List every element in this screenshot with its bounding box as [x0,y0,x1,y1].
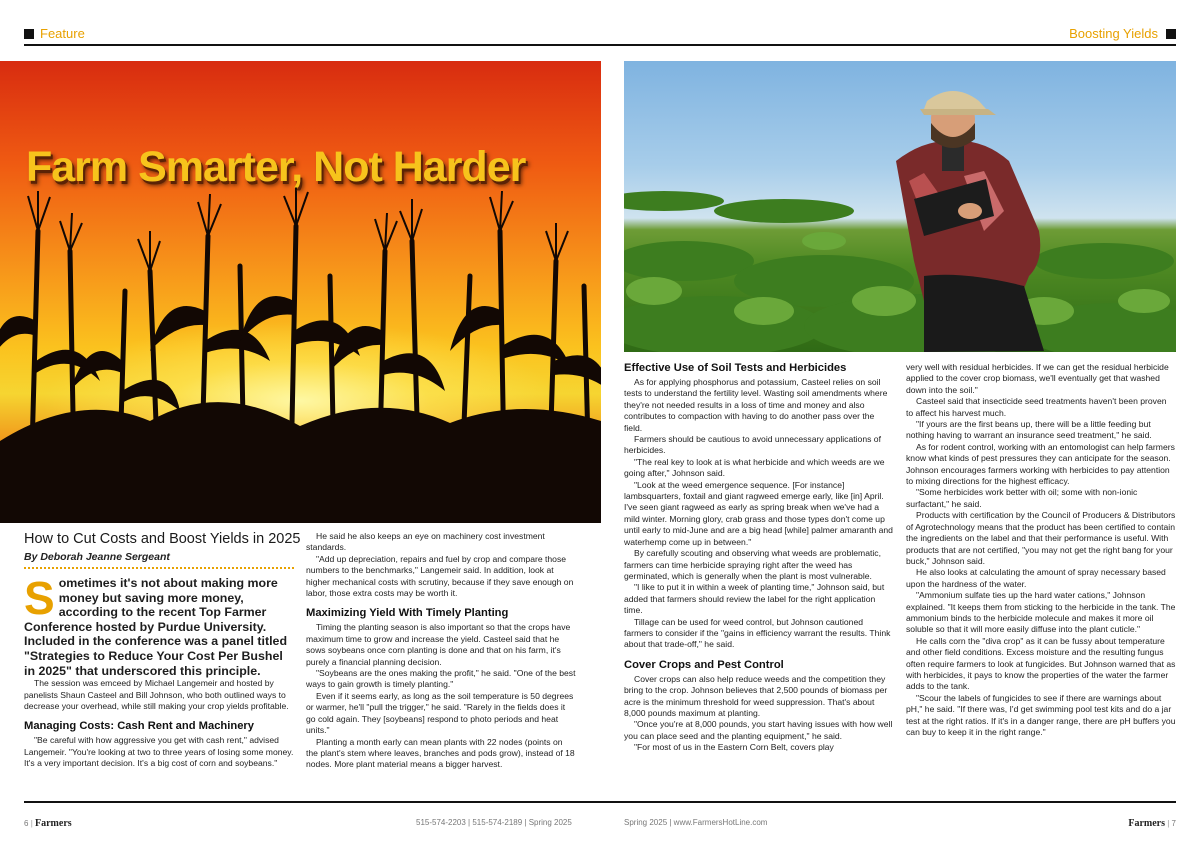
paragraph: Casteel said that insecticide seed treatments haven't been proven to affect his harvest much. [906,396,1167,418]
paragraph: Tillage can be used for weed control, but Johnson cautioned farmers to consider if the "gains in efficiency warrant the results. Think about that trade-off," he said. [624,616,891,650]
cornfield-sunset-photo [0,61,601,523]
paragraph: By carefully scouting and observing what weeds are problematic, farmers can time herbicide spraying right after the weed has germinated, which is generally when the plant is most vulnerable. [624,548,881,581]
section-label-left [24,26,85,41]
footer-right-contact: Spring 2025 | www.FarmersHotLine.com [624,818,768,827]
paragraph: very well with residual herbicides. If we can get the residual herbicide applied to the cover crop biomass, we'll eventually get that washed down into the soil." [906,362,1169,395]
paragraph: He said he also keeps an eye on machinery cost investment standards. [306,531,545,553]
paragraph: The session was emceed by Michael Langemeir and hosted by panelists Shaun Casteel and Bill Johnson, who both outlined ways to decrease your overhead, while still making your crop yields profitable. [24,678,289,711]
paragraph: "Add up depreciation, repairs and fuel by crop and compare those numbers to the benchmarks," Langemeir said. In addition, look at higher mechanical costs with scrutiny, because if they save enough on labor, those extra costs may be worth it. [306,553,574,599]
paragraph: Planting a month early can mean plants with 22 nodes (points on the plant's stem where leaves, branches and pods grow), instead of 18 nodes. More plant material means a bigger harvest. [306,736,575,770]
corn-silhouette-graphic [0,61,601,523]
paragraph: "Soybeans are the ones making the profit," he said. "One of the best ways to gain growth is timely planting." [306,668,576,690]
byline-dotted-rule [24,567,294,569]
footer-right [1128,818,1176,829]
farmers-logo: Farmers [1128,818,1165,829]
header-rule [24,44,1176,46]
text-column-2 [306,531,576,771]
paragraph: Farmers should be cautious to avoid unnecessary applications of herbicides. [624,434,881,456]
paragraph: Timing the planting season is also important so that the crops have maximum time to grow and increase the yield. Casteel said that he sows soybeans once corn planting is done and that on his farm, it's purely a financial planning decision. [306,622,571,667]
paragraph: Products with certification by the Council of Producers & Distributors of Agrotechnology means that the product has been certified to contain the ingredients on the label and that their performance is useful. With products that are not certified, "you may not get the right bang for your buck," Johnson said. [906,510,1176,566]
paragraph: "The real key to look at is what herbicide and which weeds are we going after," Johnson said. [624,456,885,479]
soybean-field-graphic [624,61,1176,352]
section-marker-square [1166,29,1176,39]
paragraph: He calls corn the "diva crop" as it can be fussy about temperature and other field conditions. Excess moisture and the resulting fungus often require farmers to look at fungicides. But Johnson warned that as with herbicides, it pays to know the properties of the water the farmer adds to the tank. [906,635,1176,692]
paragraph: "Once you're at 8,000 pounds, you start having issues with how well you can place seed and the planting equipment," he said. [624,719,893,741]
paragraph: "Some herbicides work better with oil; some with non-ionic surfactant," he said. [906,487,1138,509]
paragraph: "Be careful with how aggressive you get with cash rent," advised Langemeir. "You're looking at two to three years of losing some money. It's a very important decision. It's a big cost of corn and soybeans." [24,735,294,769]
section-label-boosting-yields: Boosting Yields [1069,26,1158,41]
footer-separator: | [30,819,33,828]
section-heading-timely-planting: Maximizing Yield With Timely Planting [306,607,509,620]
section-label-right [1069,26,1176,41]
footer-rule [24,801,1176,803]
paragraph: He also looks at calculating the amount of spray necessary based upon the hardness of the water. [906,567,1166,589]
paragraph: As for applying phosphorus and potassium, Casteel relies on soil tests to understand the fertility level. Wasting soil amendments where they're not needed results in a loss of time and money and also contributes to compaction with having to do another pass over the field. [624,377,888,433]
section-heading-cover-crops: Cover Crops and Pest Control [624,658,784,671]
farmer-soybean-field-photo [624,61,1176,352]
footer-separator: | [1167,819,1170,828]
paragraph: Cover crops can also help reduce weeds and the competition they bring to the crop. Johnson believes that 2,500 pounds of biomass per acre is the minimum threshold for weed suppression. That's about 8,000 pounds maximum at planting. [624,673,888,718]
drop-cap: S [24,572,55,624]
footer-left [24,818,72,829]
paragraph: "Look at the weed emergence sequence. [For instance] lambsquarters, foxtail and giant ragweed emerge early, like [in] April. I've seen giant ragweed as early as spring break when we've had a mild winter. Morning glory, crab grass and those types don't come up until early to mid-June and are a big head [while] palmer amaranth and waterhemp come up in between." [624,479,893,547]
paragraph: Even if it seems early, as long as the soil temperature is 50 degrees or warmer, he'll "pull the trigger," he said. "Rarely in the fields does it go cold again. They [soybeans] respond to photo periods and heat units." [306,690,574,736]
article-byline: By Deborah Jeanne Sergeant [24,551,170,563]
section-marker-square [24,29,34,39]
text-column-4 [906,362,1176,738]
paragraph: "Scour the labels of fungicides to see if there are warnings about pH," he said. "If there was, I'd get swimming pool test kits and do a jar test at the right ratios. If it's in a danger range, there are pH buffers you can buy to keep it in the right range." [906,692,1176,737]
section-heading-managing-costs: Managing Costs: Cash Rent and Machinery [24,720,254,733]
paragraph: "For most of us in the Eastern Corn Belt, covers play [634,742,834,753]
article-subtitle: How to Cut Costs and Boost Yields in 2025 [24,531,301,547]
page-number-right: 7 [1171,819,1176,828]
paragraph: As for rodent control, working with an entomologist can help farmers know what kinds of pest pressures they can anticipate for the season. Johnson encourages farmers working with herbicides to pay attention to mixing directions for the highest efficacy. [906,441,1175,487]
paragraph: "Ammonium sulfate ties up the hard water cations," Johnson explained. "It keeps them from sticking to the herbicide in the tank. The ammonium binds to the herbicide molecule and makes it more oil soluble so that it will more easily diffuse into the plant cuticle." [906,590,1176,635]
section-heading-soil-tests: Effective Use of Soil Tests and Herbicides [624,362,847,374]
farmers-logo: Farmers [35,818,72,829]
page-number-left: 6 [24,819,29,828]
lead-text: ometimes it's not about making more money but saving more money, according to the recent Top Farmer Conference hosted by Purdue University. Included in the conference was a panel titled "Strategies to Reduce Your Cost Per Bushel in 2025" that underscored this principle. [24,576,288,678]
article-title: Farm Smarter, Not Harder [26,143,526,191]
lead-paragraph [24,572,296,678]
paragraph: "If yours are the first beans up, there will be a little feeding but nothing having to warrant an insurance seed treatment," he said. [906,419,1152,441]
text-column-1 [24,572,296,770]
section-label-feature: Feature [40,26,85,41]
footer-left-contact: 515-574-2203 | 515-574-2189 | Spring 2025 [416,818,572,827]
paragraph: "I like to put it in within a week of planting time," Johnson said, but added that farmers should review the label for the right application time. [624,582,885,616]
text-column-3 [624,362,894,754]
